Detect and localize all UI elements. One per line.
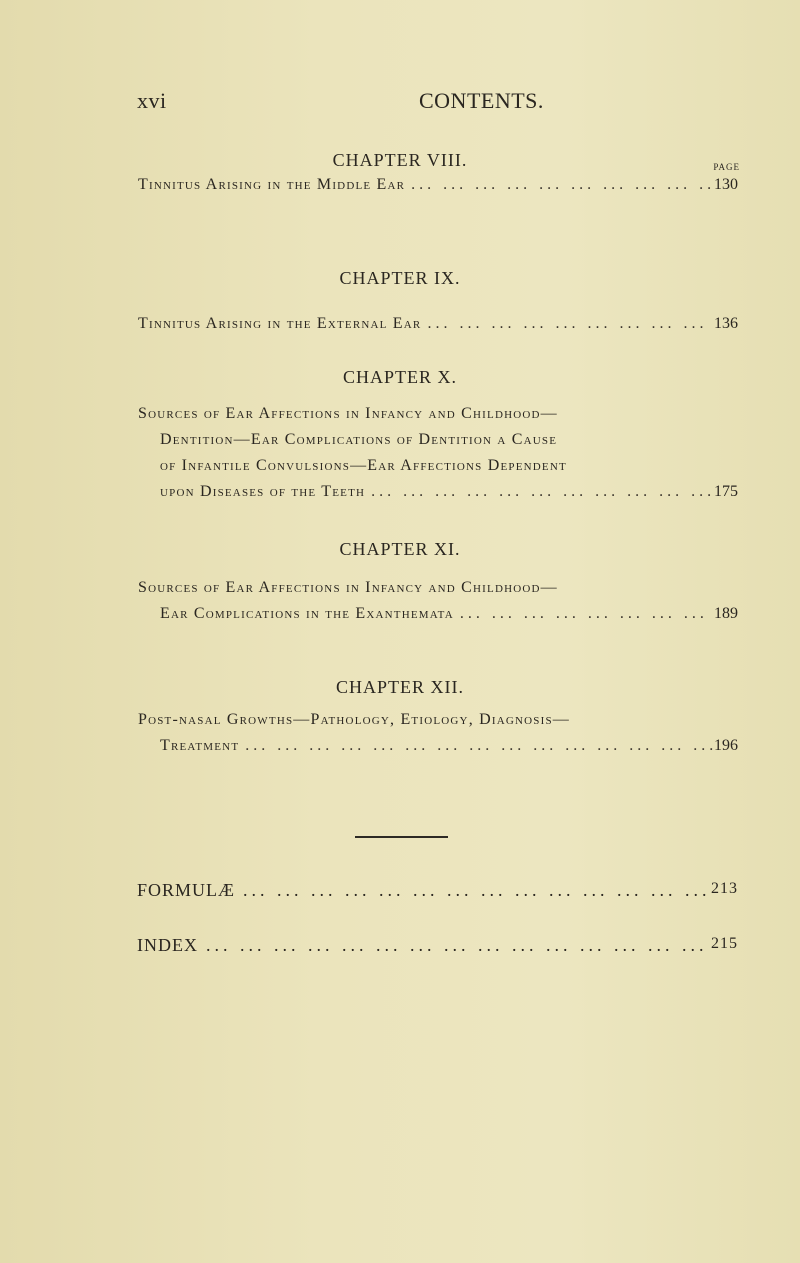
formulae-page: 213 — [711, 880, 738, 897]
chapter-10-line-4: upon Diseases of the Teeth — [160, 483, 366, 500]
formulae-entry — [137, 880, 738, 901]
leader-dots — [198, 935, 711, 956]
formulae-label: FORMULÆ — [137, 880, 236, 900]
chapter-8-entry — [138, 172, 738, 198]
chapter-9-title: Tinnitus Arising in the External Ear — [138, 315, 422, 332]
chapter-10-line-3: of Infantile Convulsions—Ear Affections Dependent — [160, 457, 567, 474]
index-page: 215 — [711, 935, 738, 952]
chapter-8-heading: CHAPTER VIII. — [332, 150, 468, 170]
chapter-10-page: 175 — [714, 483, 738, 500]
chapter-11-heading: CHAPTER XI. — [339, 539, 461, 559]
leader-dots — [405, 172, 714, 198]
chapter-10-entry — [138, 401, 738, 505]
chapter-9-heading: CHAPTER IX. — [339, 268, 461, 288]
leader-dots — [365, 479, 714, 505]
chapter-8-page: 130 — [714, 176, 738, 193]
chapter-9-entry — [138, 311, 738, 337]
chapter-11-page: 189 — [714, 605, 738, 622]
leader-dots — [235, 880, 711, 901]
index-label: INDEX — [137, 935, 198, 955]
chapter-12-page: 196 — [714, 737, 738, 754]
page-folio: xvi — [137, 88, 167, 113]
chapter-10-line-1: Sources of Ear Affections in Infancy and Childhood— — [138, 405, 558, 422]
chapter-12-line-2: Treatment — [160, 737, 240, 754]
leader-dots — [239, 733, 714, 759]
chapter-12-line-1: Post-nasal Growths—Pathology, Etiology, Diagnosis— — [138, 711, 570, 728]
leader-dots — [421, 311, 714, 337]
chapter-10-heading: CHAPTER X. — [342, 367, 457, 387]
chapter-11-line-1: Sources of Ear Affections in Infancy and Childhood— — [138, 579, 558, 596]
leader-dots — [454, 601, 714, 627]
chapter-11-line-2: Ear Complications in the Exanthemata — [160, 605, 454, 622]
chapter-9-page: 136 — [714, 315, 738, 332]
chapter-12-entry — [138, 707, 738, 759]
index-entry — [137, 935, 738, 956]
chapter-12-heading: CHAPTER XII. — [336, 677, 464, 697]
chapter-10-line-2: Dentition—Ear Complications of Dentition a Cause — [160, 431, 558, 448]
section-divider-rule — [355, 836, 448, 838]
chapter-11-entry — [138, 575, 738, 627]
chapter-8-title: Tinnitus Arising in the Middle Ear — [138, 176, 406, 193]
page-column-label: PAGE — [713, 162, 740, 172]
running-header-title: CONTENTS. — [419, 88, 544, 113]
